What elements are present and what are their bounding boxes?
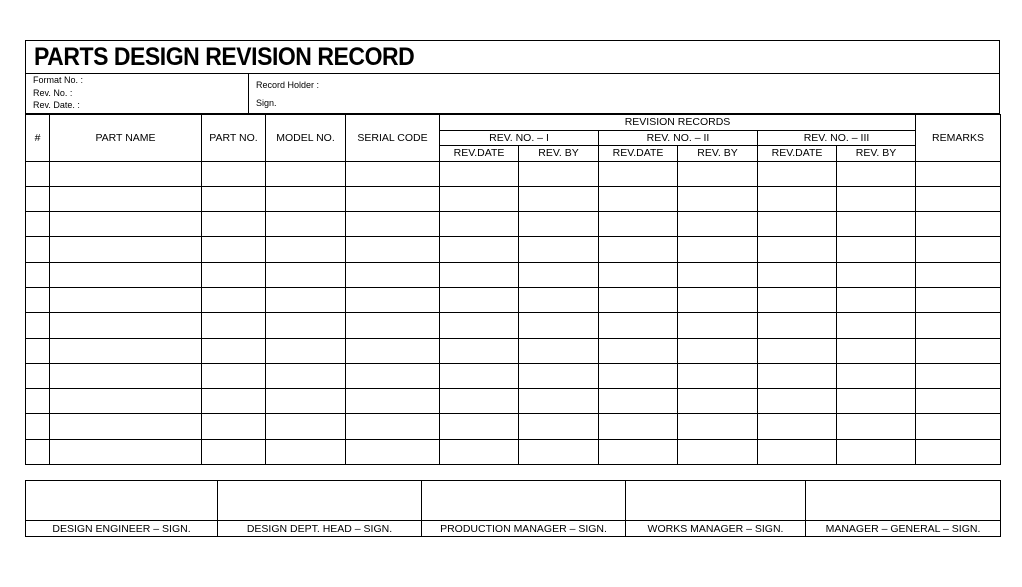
table-row bbox=[26, 237, 1001, 262]
table-cell[interactable] bbox=[266, 338, 346, 363]
table-cell[interactable] bbox=[50, 161, 202, 186]
header-rev-by: REV. BY bbox=[837, 146, 916, 162]
table-cell[interactable] bbox=[916, 237, 1001, 262]
table-cell[interactable] bbox=[678, 414, 758, 439]
header-number: # bbox=[26, 115, 50, 162]
header-rev-group-2: REV. NO. – II bbox=[599, 130, 758, 146]
table-cell[interactable] bbox=[519, 389, 599, 414]
table-cell[interactable] bbox=[519, 212, 599, 237]
table-cell[interactable] bbox=[202, 439, 266, 464]
table-cell[interactable] bbox=[678, 338, 758, 363]
table-cell[interactable] bbox=[50, 389, 202, 414]
table-cell[interactable] bbox=[678, 439, 758, 464]
record-holder-field[interactable]: Record Holder : bbox=[256, 80, 320, 90]
table-cell[interactable] bbox=[50, 212, 202, 237]
table-cell[interactable] bbox=[519, 161, 599, 186]
table-cell[interactable] bbox=[599, 237, 678, 262]
table-cell[interactable] bbox=[440, 186, 519, 211]
header-part-name: PART NAME bbox=[50, 115, 202, 162]
manager-general-sign-label: MANAGER – GENERAL – SIGN. bbox=[806, 521, 1001, 537]
table-cell[interactable] bbox=[346, 212, 440, 237]
table-cell[interactable] bbox=[26, 313, 50, 338]
table-cell[interactable] bbox=[678, 186, 758, 211]
table-cell[interactable] bbox=[916, 161, 1001, 186]
revision-table-body bbox=[26, 161, 1001, 465]
format-no-field[interactable]: Format No. : bbox=[33, 75, 84, 85]
table-cell[interactable] bbox=[346, 338, 440, 363]
table-cell[interactable] bbox=[266, 212, 346, 237]
table-cell[interactable] bbox=[26, 389, 50, 414]
table-cell[interactable] bbox=[519, 439, 599, 464]
table-cell[interactable] bbox=[678, 212, 758, 237]
table-cell[interactable] bbox=[599, 389, 678, 414]
form-title-text: PARTS DESIGN REVISION RECORD bbox=[34, 43, 415, 71]
production-manager-sign-label: PRODUCTION MANAGER – SIGN. bbox=[422, 521, 626, 537]
signature-box[interactable] bbox=[218, 481, 422, 521]
document-control-block bbox=[26, 74, 249, 113]
table-cell[interactable] bbox=[599, 186, 678, 211]
table-cell[interactable] bbox=[599, 363, 678, 388]
table-cell[interactable] bbox=[266, 363, 346, 388]
table-cell[interactable] bbox=[599, 262, 678, 287]
table-cell[interactable] bbox=[678, 262, 758, 287]
header-serial-code: SERIAL CODE bbox=[346, 115, 440, 162]
table-cell[interactable] bbox=[202, 287, 266, 312]
table-cell[interactable] bbox=[519, 338, 599, 363]
table-cell[interactable] bbox=[758, 338, 837, 363]
table-cell[interactable] bbox=[758, 313, 837, 338]
table-cell[interactable] bbox=[50, 363, 202, 388]
table-cell[interactable] bbox=[916, 262, 1001, 287]
table-cell[interactable] bbox=[758, 161, 837, 186]
table-cell[interactable] bbox=[346, 161, 440, 186]
form-info-block bbox=[25, 73, 1000, 114]
table-cell[interactable] bbox=[758, 439, 837, 464]
table-cell[interactable] bbox=[758, 237, 837, 262]
table-cell[interactable] bbox=[599, 212, 678, 237]
header-revision-records: REVISION RECORDS bbox=[440, 115, 916, 131]
table-cell[interactable] bbox=[266, 313, 346, 338]
table-cell[interactable] bbox=[266, 186, 346, 211]
table-cell[interactable] bbox=[440, 338, 519, 363]
header-part-no: PART NO. bbox=[202, 115, 266, 162]
table-cell[interactable] bbox=[837, 338, 916, 363]
works-manager-sign-label: WORKS MANAGER – SIGN. bbox=[626, 521, 806, 537]
table-cell[interactable] bbox=[758, 262, 837, 287]
table-cell[interactable] bbox=[837, 287, 916, 312]
table-cell[interactable] bbox=[440, 414, 519, 439]
table-cell[interactable] bbox=[837, 262, 916, 287]
table-row bbox=[26, 262, 1001, 287]
table-cell[interactable] bbox=[837, 389, 916, 414]
table-cell[interactable] bbox=[837, 186, 916, 211]
signature-box[interactable] bbox=[26, 481, 218, 521]
rev-date-field[interactable]: Rev. Date. : bbox=[33, 100, 80, 111]
table-cell[interactable] bbox=[50, 338, 202, 363]
table-cell[interactable] bbox=[346, 186, 440, 211]
signature-box[interactable] bbox=[422, 481, 626, 521]
table-row bbox=[26, 363, 1001, 388]
table-cell[interactable] bbox=[50, 186, 202, 211]
signature-space-row bbox=[26, 481, 1001, 521]
table-cell[interactable] bbox=[916, 389, 1001, 414]
table-cell[interactable] bbox=[440, 389, 519, 414]
table-cell[interactable] bbox=[346, 389, 440, 414]
table-cell[interactable] bbox=[758, 287, 837, 312]
table-cell[interactable] bbox=[440, 287, 519, 312]
table-cell[interactable] bbox=[758, 363, 837, 388]
design-engineer-sign-label: DESIGN ENGINEER – SIGN. bbox=[26, 521, 218, 537]
table-cell[interactable] bbox=[26, 186, 50, 211]
table-cell[interactable] bbox=[519, 287, 599, 312]
table-row bbox=[26, 389, 1001, 414]
table-cell[interactable] bbox=[599, 287, 678, 312]
table-cell[interactable] bbox=[916, 363, 1001, 388]
table-cell[interactable] bbox=[599, 313, 678, 338]
table-row bbox=[26, 439, 1001, 464]
header-rev-group-3: REV. NO. – III bbox=[758, 130, 916, 146]
table-cell[interactable] bbox=[346, 237, 440, 262]
table-cell[interactable] bbox=[26, 439, 50, 464]
table-cell[interactable] bbox=[26, 262, 50, 287]
table-cell[interactable] bbox=[519, 262, 599, 287]
signature-box[interactable] bbox=[806, 481, 1001, 521]
table-cell[interactable] bbox=[202, 161, 266, 186]
header-rev-by: REV. BY bbox=[519, 146, 599, 162]
header-rev-by: REV. BY bbox=[678, 146, 758, 162]
table-cell[interactable] bbox=[678, 389, 758, 414]
signature-box[interactable] bbox=[626, 481, 806, 521]
table-cell[interactable] bbox=[440, 161, 519, 186]
table-cell[interactable] bbox=[440, 212, 519, 237]
header-model-no: MODEL NO. bbox=[266, 115, 346, 162]
table-cell[interactable] bbox=[50, 414, 202, 439]
table-cell[interactable] bbox=[50, 287, 202, 312]
form-title bbox=[25, 40, 1000, 73]
table-cell[interactable] bbox=[202, 237, 266, 262]
table-cell[interactable] bbox=[26, 287, 50, 312]
table-cell[interactable] bbox=[678, 313, 758, 338]
table-cell[interactable] bbox=[26, 363, 50, 388]
table-cell[interactable] bbox=[202, 313, 266, 338]
table-cell[interactable] bbox=[266, 414, 346, 439]
table-cell[interactable] bbox=[519, 313, 599, 338]
table-cell[interactable] bbox=[346, 363, 440, 388]
table-cell[interactable] bbox=[678, 237, 758, 262]
table-cell[interactable] bbox=[678, 287, 758, 312]
table-cell[interactable] bbox=[837, 439, 916, 464]
table-row bbox=[26, 338, 1001, 363]
table-cell[interactable] bbox=[266, 237, 346, 262]
table-cell[interactable] bbox=[916, 212, 1001, 237]
table-cell[interactable] bbox=[50, 237, 202, 262]
table-cell[interactable] bbox=[758, 414, 837, 439]
signature-label-row bbox=[26, 521, 1001, 537]
table-cell[interactable] bbox=[440, 439, 519, 464]
table-cell[interactable] bbox=[26, 161, 50, 186]
table-row bbox=[26, 212, 1001, 237]
table-row bbox=[26, 414, 1001, 439]
table-cell[interactable] bbox=[50, 262, 202, 287]
table-cell[interactable] bbox=[202, 338, 266, 363]
table-cell[interactable] bbox=[440, 313, 519, 338]
table-cell[interactable] bbox=[519, 414, 599, 439]
table-cell[interactable] bbox=[519, 237, 599, 262]
signature-table bbox=[25, 480, 1001, 537]
table-cell[interactable] bbox=[26, 338, 50, 363]
table-cell[interactable] bbox=[916, 186, 1001, 211]
table-cell[interactable] bbox=[202, 389, 266, 414]
table-cell[interactable] bbox=[50, 439, 202, 464]
table-cell[interactable] bbox=[678, 161, 758, 186]
table-cell[interactable] bbox=[599, 338, 678, 363]
record-holder-sign-field[interactable]: Sign. bbox=[256, 98, 277, 108]
table-cell[interactable] bbox=[837, 363, 916, 388]
table-cell[interactable] bbox=[440, 262, 519, 287]
table-cell[interactable] bbox=[26, 212, 50, 237]
record-holder-block bbox=[249, 74, 999, 113]
revision-table bbox=[25, 114, 1001, 465]
table-cell[interactable] bbox=[346, 439, 440, 464]
table-cell[interactable] bbox=[599, 414, 678, 439]
table-cell[interactable] bbox=[26, 414, 50, 439]
table-cell[interactable] bbox=[346, 313, 440, 338]
table-cell[interactable] bbox=[916, 338, 1001, 363]
table-cell[interactable] bbox=[599, 161, 678, 186]
table-cell[interactable] bbox=[266, 389, 346, 414]
table-cell[interactable] bbox=[202, 186, 266, 211]
header-rev-group-1: REV. NO. – I bbox=[440, 130, 599, 146]
table-cell[interactable] bbox=[266, 439, 346, 464]
table-cell[interactable] bbox=[266, 262, 346, 287]
header-rev-date: REV.DATE bbox=[440, 146, 519, 162]
table-cell[interactable] bbox=[440, 237, 519, 262]
table-cell[interactable] bbox=[50, 313, 202, 338]
table-row bbox=[26, 313, 1001, 338]
table-cell[interactable] bbox=[519, 186, 599, 211]
table-cell[interactable] bbox=[837, 212, 916, 237]
table-cell[interactable] bbox=[346, 262, 440, 287]
table-cell[interactable] bbox=[758, 389, 837, 414]
table-row bbox=[26, 287, 1001, 312]
table-cell[interactable] bbox=[758, 186, 837, 211]
table-cell[interactable] bbox=[519, 363, 599, 388]
table-row bbox=[26, 161, 1001, 186]
table-cell[interactable] bbox=[758, 212, 837, 237]
table-cell[interactable] bbox=[346, 414, 440, 439]
header-remarks: REMARKS bbox=[916, 115, 1001, 162]
table-cell[interactable] bbox=[202, 363, 266, 388]
table-row bbox=[26, 186, 1001, 211]
table-cell[interactable] bbox=[202, 262, 266, 287]
table-cell[interactable] bbox=[26, 237, 50, 262]
rev-no-field[interactable]: Rev. No. : bbox=[33, 87, 73, 98]
table-cell[interactable] bbox=[599, 439, 678, 464]
table-cell[interactable] bbox=[202, 212, 266, 237]
table-cell[interactable] bbox=[837, 161, 916, 186]
table-cell[interactable] bbox=[916, 439, 1001, 464]
table-cell[interactable] bbox=[837, 313, 916, 338]
table-cell[interactable] bbox=[266, 161, 346, 186]
design-dept-head-sign-label: DESIGN DEPT. HEAD – SIGN. bbox=[218, 521, 422, 537]
table-cell[interactable] bbox=[837, 237, 916, 262]
table-cell[interactable] bbox=[916, 414, 1001, 439]
table-cell[interactable] bbox=[916, 287, 1001, 312]
table-cell[interactable] bbox=[837, 414, 916, 439]
header-rev-date: REV.DATE bbox=[758, 146, 837, 162]
table-cell[interactable] bbox=[346, 287, 440, 312]
table-cell[interactable] bbox=[440, 363, 519, 388]
table-cell[interactable] bbox=[678, 363, 758, 388]
revision-record-form bbox=[25, 40, 1000, 465]
table-cell[interactable] bbox=[916, 313, 1001, 338]
table-cell[interactable] bbox=[202, 414, 266, 439]
table-cell[interactable] bbox=[266, 287, 346, 312]
header-rev-date: REV.DATE bbox=[599, 146, 678, 162]
